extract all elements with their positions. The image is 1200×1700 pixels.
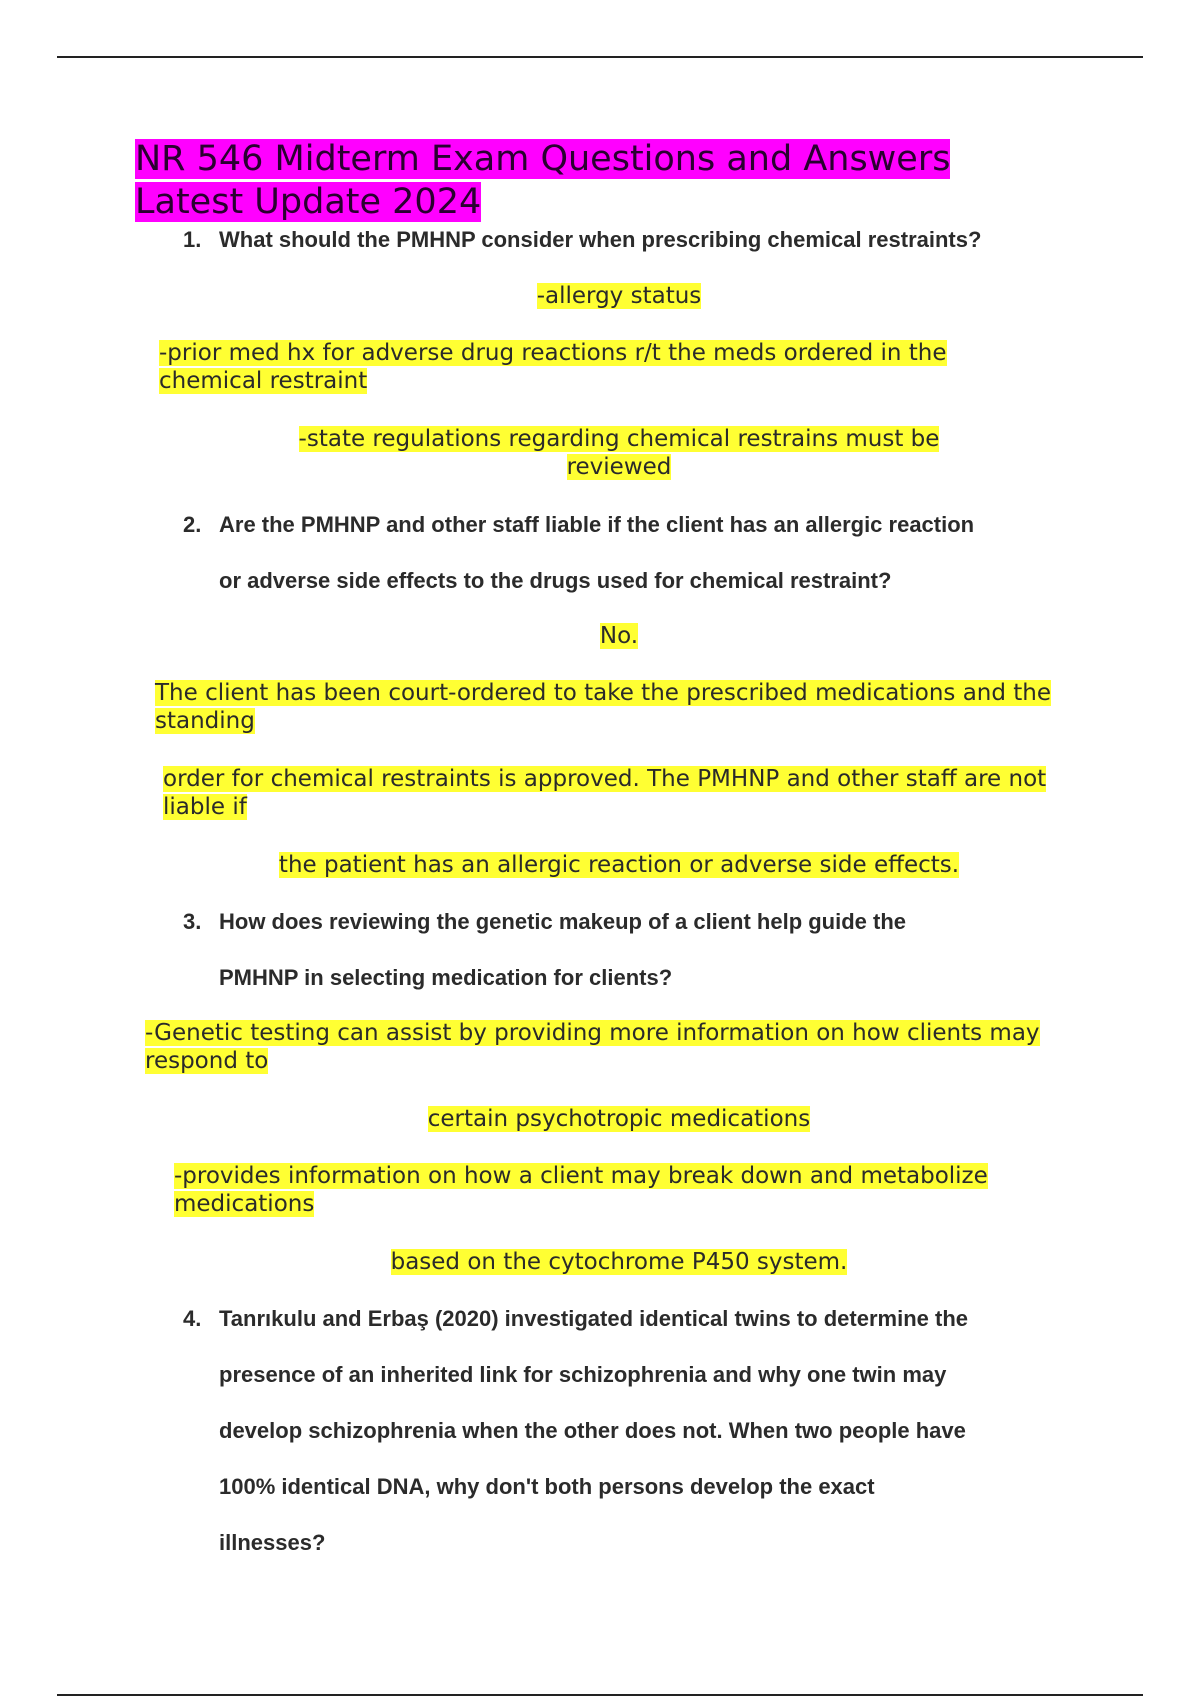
question-2	[183, 497, 1083, 609]
question-number: 1.	[183, 227, 202, 252]
question-4	[183, 1291, 1083, 1571]
question-text: develop schizophrenia when the other does not. When two people have	[219, 1418, 966, 1443]
answer-line: -state regulations regarding chemical restrains must be reviewed	[298, 426, 940, 480]
question-1	[183, 212, 1083, 268]
answer-line: based on the cytochrome P450 system.	[390, 1249, 848, 1275]
answer-line: -prior med hx for adverse drug reactions r/t the meds ordered in the chemical restraint	[159, 340, 947, 394]
question-number: 4.	[183, 1306, 202, 1331]
answer-line: -Genetic testing can assist by providing more information on how clients may respond to	[145, 1020, 1040, 1074]
answer-line: certain psychotropic medications	[427, 1106, 811, 1132]
question-text: Are the PMHNP and other staff liable if the client has an allergic reaction	[219, 512, 975, 537]
answer-line: -provides information on how a client may break down and metabolize medications	[174, 1163, 988, 1217]
question-text: PMHNP in selecting medication for clients?	[219, 965, 673, 990]
question-text: or adverse side effects to the drugs used for chemical restraint?	[219, 568, 892, 593]
question-text: 100% identical DNA, why don't both persons develop the exact	[219, 1474, 875, 1499]
answer-line: The client has been court-ordered to take the prescribed medications and the standing	[155, 680, 1052, 734]
footer-rule	[57, 1694, 1143, 1696]
question-3	[183, 894, 1083, 1006]
title-line-1: NR 546 Midterm Exam Questions and Answers	[135, 139, 951, 179]
question-text: Tanrıkulu and Erbaş (2020) investigated identical twins to determine the	[219, 1306, 968, 1331]
question-text: presence of an inherited link for schizophrenia and why one twin may	[219, 1362, 947, 1387]
answer-line: -allergy status	[536, 283, 702, 309]
answer-line: the patient has an allergic reaction or adverse side effects.	[278, 852, 960, 878]
answer-line: No.	[599, 623, 639, 649]
question-text: illnesses?	[219, 1530, 326, 1555]
question-number: 3.	[183, 909, 202, 934]
question-number: 2.	[183, 512, 202, 537]
title-line-2: Latest Update 2024	[135, 182, 482, 222]
answer-line: order for chemical restraints is approved. The PMHNP and other staff are not liable if	[163, 766, 1047, 820]
header-rule	[57, 56, 1143, 58]
question-text: What should the PMHNP consider when prescribing chemical restraints?	[219, 227, 982, 252]
question-text: How does reviewing the genetic makeup of a client help guide the	[219, 909, 907, 934]
